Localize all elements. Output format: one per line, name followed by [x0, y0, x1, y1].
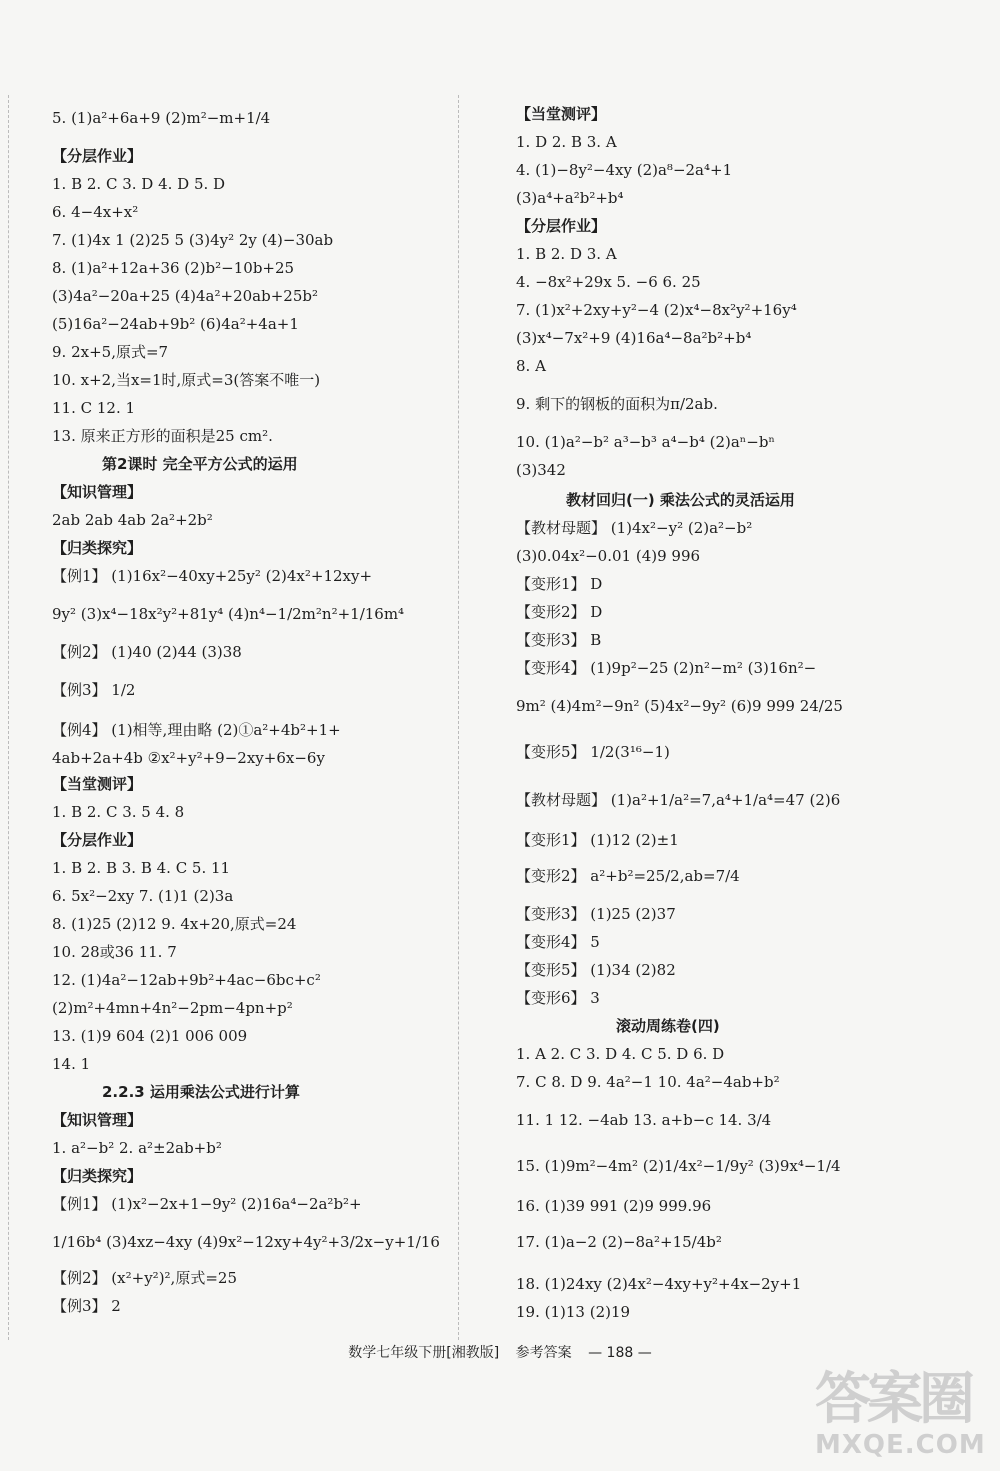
section-heading: 【当堂测评】 [52, 775, 143, 793]
page-footer [0, 1342, 1000, 1362]
answer-line: (3)342 [516, 461, 566, 479]
answer-line: 【变形3】 (1)25 (2)37 [516, 905, 676, 923]
footer-page-number: — 188 — [588, 1345, 652, 1361]
section-heading: 【分层作业】 [516, 217, 607, 235]
answer-line: 1. D 2. B 3. A [516, 133, 617, 151]
column-divider [458, 95, 459, 1340]
answer-line: 【教材母题】 (1)4x²−y² (2)a²−b² [516, 519, 753, 537]
answer-line: 【变形6】 3 [516, 989, 600, 1007]
answer-line: 9m² (4)4m²−9n² (5)4x²−9y² (6)9 999 24/25 [516, 697, 843, 715]
answer-line: (3)0.04x²−0.01 (4)9 996 [516, 547, 701, 565]
answer-line: 1. B 2. C 3. 5 4. 8 [52, 803, 185, 821]
section-heading: 【归类探究】 [52, 1167, 143, 1185]
lesson-title: 教材回归(一) 乘法公式的灵活运用 [566, 491, 795, 509]
answer-line: (3)x⁴−7x²+9 (4)16a⁴−8a²b²+b⁴ [516, 329, 752, 347]
answer-line: 7. (1)4x 1 (2)25 5 (3)4y² 2y (4)−30ab [52, 231, 334, 249]
section-heading: 【分层作业】 [52, 147, 143, 165]
section-heading: 【知识管理】 [52, 1111, 143, 1129]
answer-line: 【变形2】 D [516, 603, 603, 621]
section-heading: 【归类探究】 [52, 539, 143, 557]
answer-line: 14. 1 [52, 1055, 91, 1073]
lesson-title: 滚动周练卷(四) [616, 1017, 720, 1035]
answer-line: 8. (1)25 (2)12 9. 4x+20,原式=24 [52, 915, 297, 933]
answer-line: 8. (1)a²+12a+36 (2)b²−10b+25 [52, 259, 295, 277]
answer-line: 1. a²−b² 2. a²±2ab+b² [52, 1139, 222, 1157]
answer-line: 【变形1】 (1)12 (2)±1 [516, 831, 679, 849]
answer-line: 【变形2】 a²+b²=25/2,ab=7/4 [516, 867, 740, 885]
answer-line: 4ab+2a+4b ②x²+y²+9−2xy+6x−6y [52, 749, 325, 767]
footer-book-title: 数学七年级下册[湘教版] [348, 1345, 500, 1361]
answer-line: 6. 4−4x+x² [52, 203, 139, 221]
answer-line: 9y² (3)x⁴−18x²y²+81y⁴ (4)n⁴−1/2m²n²+1/16m⁴ [52, 605, 405, 623]
answer-line: 【变形1】 D [516, 575, 603, 593]
answer-line: 2ab 2ab 4ab 2a²+2b² [52, 511, 213, 529]
section-heading: 【知识管理】 [52, 483, 143, 501]
answer-line: 【例2】 (1)40 (2)44 (3)38 [52, 643, 242, 661]
answer-line: (2)m²+4mn+4n²−2pm−4pn+p² [52, 999, 293, 1017]
watermark-logo: 答案圈 [815, 1367, 971, 1432]
answer-line: 10. x+2,当x=1时,原式=3(答案不唯一) [52, 371, 321, 389]
answer-line: 10. 28或36 11. 7 [52, 943, 177, 961]
answer-line: 15. (1)9m²−4m² (2)1/4x²−1/9y² (3)9x⁴−1/4 [516, 1157, 841, 1175]
answer-line: 17. (1)a−2 (2)−8a²+15/4b² [516, 1233, 722, 1251]
answer-line: 1. B 2. D 3. A [516, 245, 617, 263]
answer-line: 9. 2x+5,原式=7 [52, 343, 169, 361]
answer-line: 13. (1)9 604 (2)1 006 009 [52, 1027, 248, 1045]
answer-line: 13. 原来正方形的面积是25 cm². [52, 427, 273, 445]
answer-line: 【变形4】 (1)9p²−25 (2)n²−m² (3)16n²− [516, 659, 817, 677]
answer-line: 【例3】 2 [52, 1297, 121, 1315]
answer-line: (3)a⁴+a²b²+b⁴ [516, 189, 624, 207]
answer-line: 【变形4】 5 [516, 933, 600, 951]
left-margin-rule [8, 95, 9, 1340]
answer-line: 【教材母题】 (1)a²+1/a²=7,a⁴+1/a⁴=47 (2)6 [516, 791, 841, 809]
lesson-title: 第2课时 完全平方公式的运用 [102, 455, 298, 473]
answer-line: 【例3】 1/2 [52, 681, 136, 699]
answer-line: 1/16b⁴ (3)4xz−4xy (4)9x²−12xy+4y²+3/2x−y+1/16 [52, 1233, 440, 1251]
answer-line: 7. (1)x²+2xy+y²−4 (2)x⁴−8x²y²+16y⁴ [516, 301, 797, 319]
answer-line: 7. C 8. D 9. 4a²−1 10. 4a²−4ab+b² [516, 1073, 780, 1091]
answer-line: 【例1】 (1)x²−2x+1−9y² (2)16a⁴−2a²b²+ [52, 1195, 362, 1213]
footer-section: 参考答案 [515, 1345, 572, 1361]
answer-line: 【变形5】 1/2(3¹⁶−1) [516, 743, 670, 761]
answer-line: 4. −8x²+29x 5. −6 6. 25 [516, 273, 701, 291]
answer-line: 1. B 2. C 3. D 4. D 5. D [52, 175, 226, 193]
answer-line: 11. C 12. 1 [52, 399, 136, 417]
answer-line: 【变形3】 B [516, 631, 602, 649]
answer-line: 【例2】 (x²+y²)²,原式=25 [52, 1269, 237, 1287]
answer-line: 19. (1)13 (2)19 [516, 1303, 631, 1321]
answer-line: 18. (1)24xy (2)4x²−4xy+y²+4x−2y+1 [516, 1275, 802, 1293]
answer-line: 6. 5x²−2xy 7. (1)1 (2)3a [52, 887, 234, 905]
answer-line: 11. 1 12. −4ab 13. a+b−c 14. 3/4 [516, 1111, 772, 1129]
watermark [815, 1367, 995, 1470]
answer-line: 4. (1)−8y²−4xy (2)a⁸−2a⁴+1 [516, 161, 733, 179]
answer-line: 【例1】 (1)16x²−40xy+25y² (2)4x²+12xy+ [52, 567, 373, 585]
answer-line: 10. (1)a²−b² a³−b³ a⁴−b⁴ (2)aⁿ−bⁿ [516, 433, 775, 451]
section-heading: 【分层作业】 [52, 831, 143, 849]
answer-line: 5. (1)a²+6a+9 (2)m²−m+1/4 [52, 109, 271, 127]
answer-line: 9. 剩下的钢板的面积为π/2ab. [516, 395, 718, 413]
answer-line: (5)16a²−24ab+9b² (6)4a²+4a+1 [52, 315, 299, 333]
answer-line: 【例4】 (1)相等,理由略 (2)①a²+4b²+1+ [52, 721, 341, 739]
answer-line: 1. B 2. B 3. B 4. C 5. 11 [52, 859, 231, 877]
answer-line: 12. (1)4a²−12ab+9b²+4ac−6bc+c² [52, 971, 321, 989]
section-heading: 【当堂测评】 [516, 105, 607, 123]
answer-line: 8. A [516, 357, 546, 375]
answer-line: 16. (1)39 991 (2)9 999.96 [516, 1197, 712, 1215]
answer-line: 1. A 2. C 3. D 4. C 5. D 6. D [516, 1045, 725, 1063]
answer-line: (3)4a²−20a+25 (4)4a²+20ab+25b² [52, 287, 318, 305]
watermark-url: MXQE.COM [815, 1430, 986, 1460]
lesson-title: 2.2.3 运用乘法公式进行计算 [102, 1083, 300, 1101]
answer-line: 【变形5】 (1)34 (2)82 [516, 961, 676, 979]
